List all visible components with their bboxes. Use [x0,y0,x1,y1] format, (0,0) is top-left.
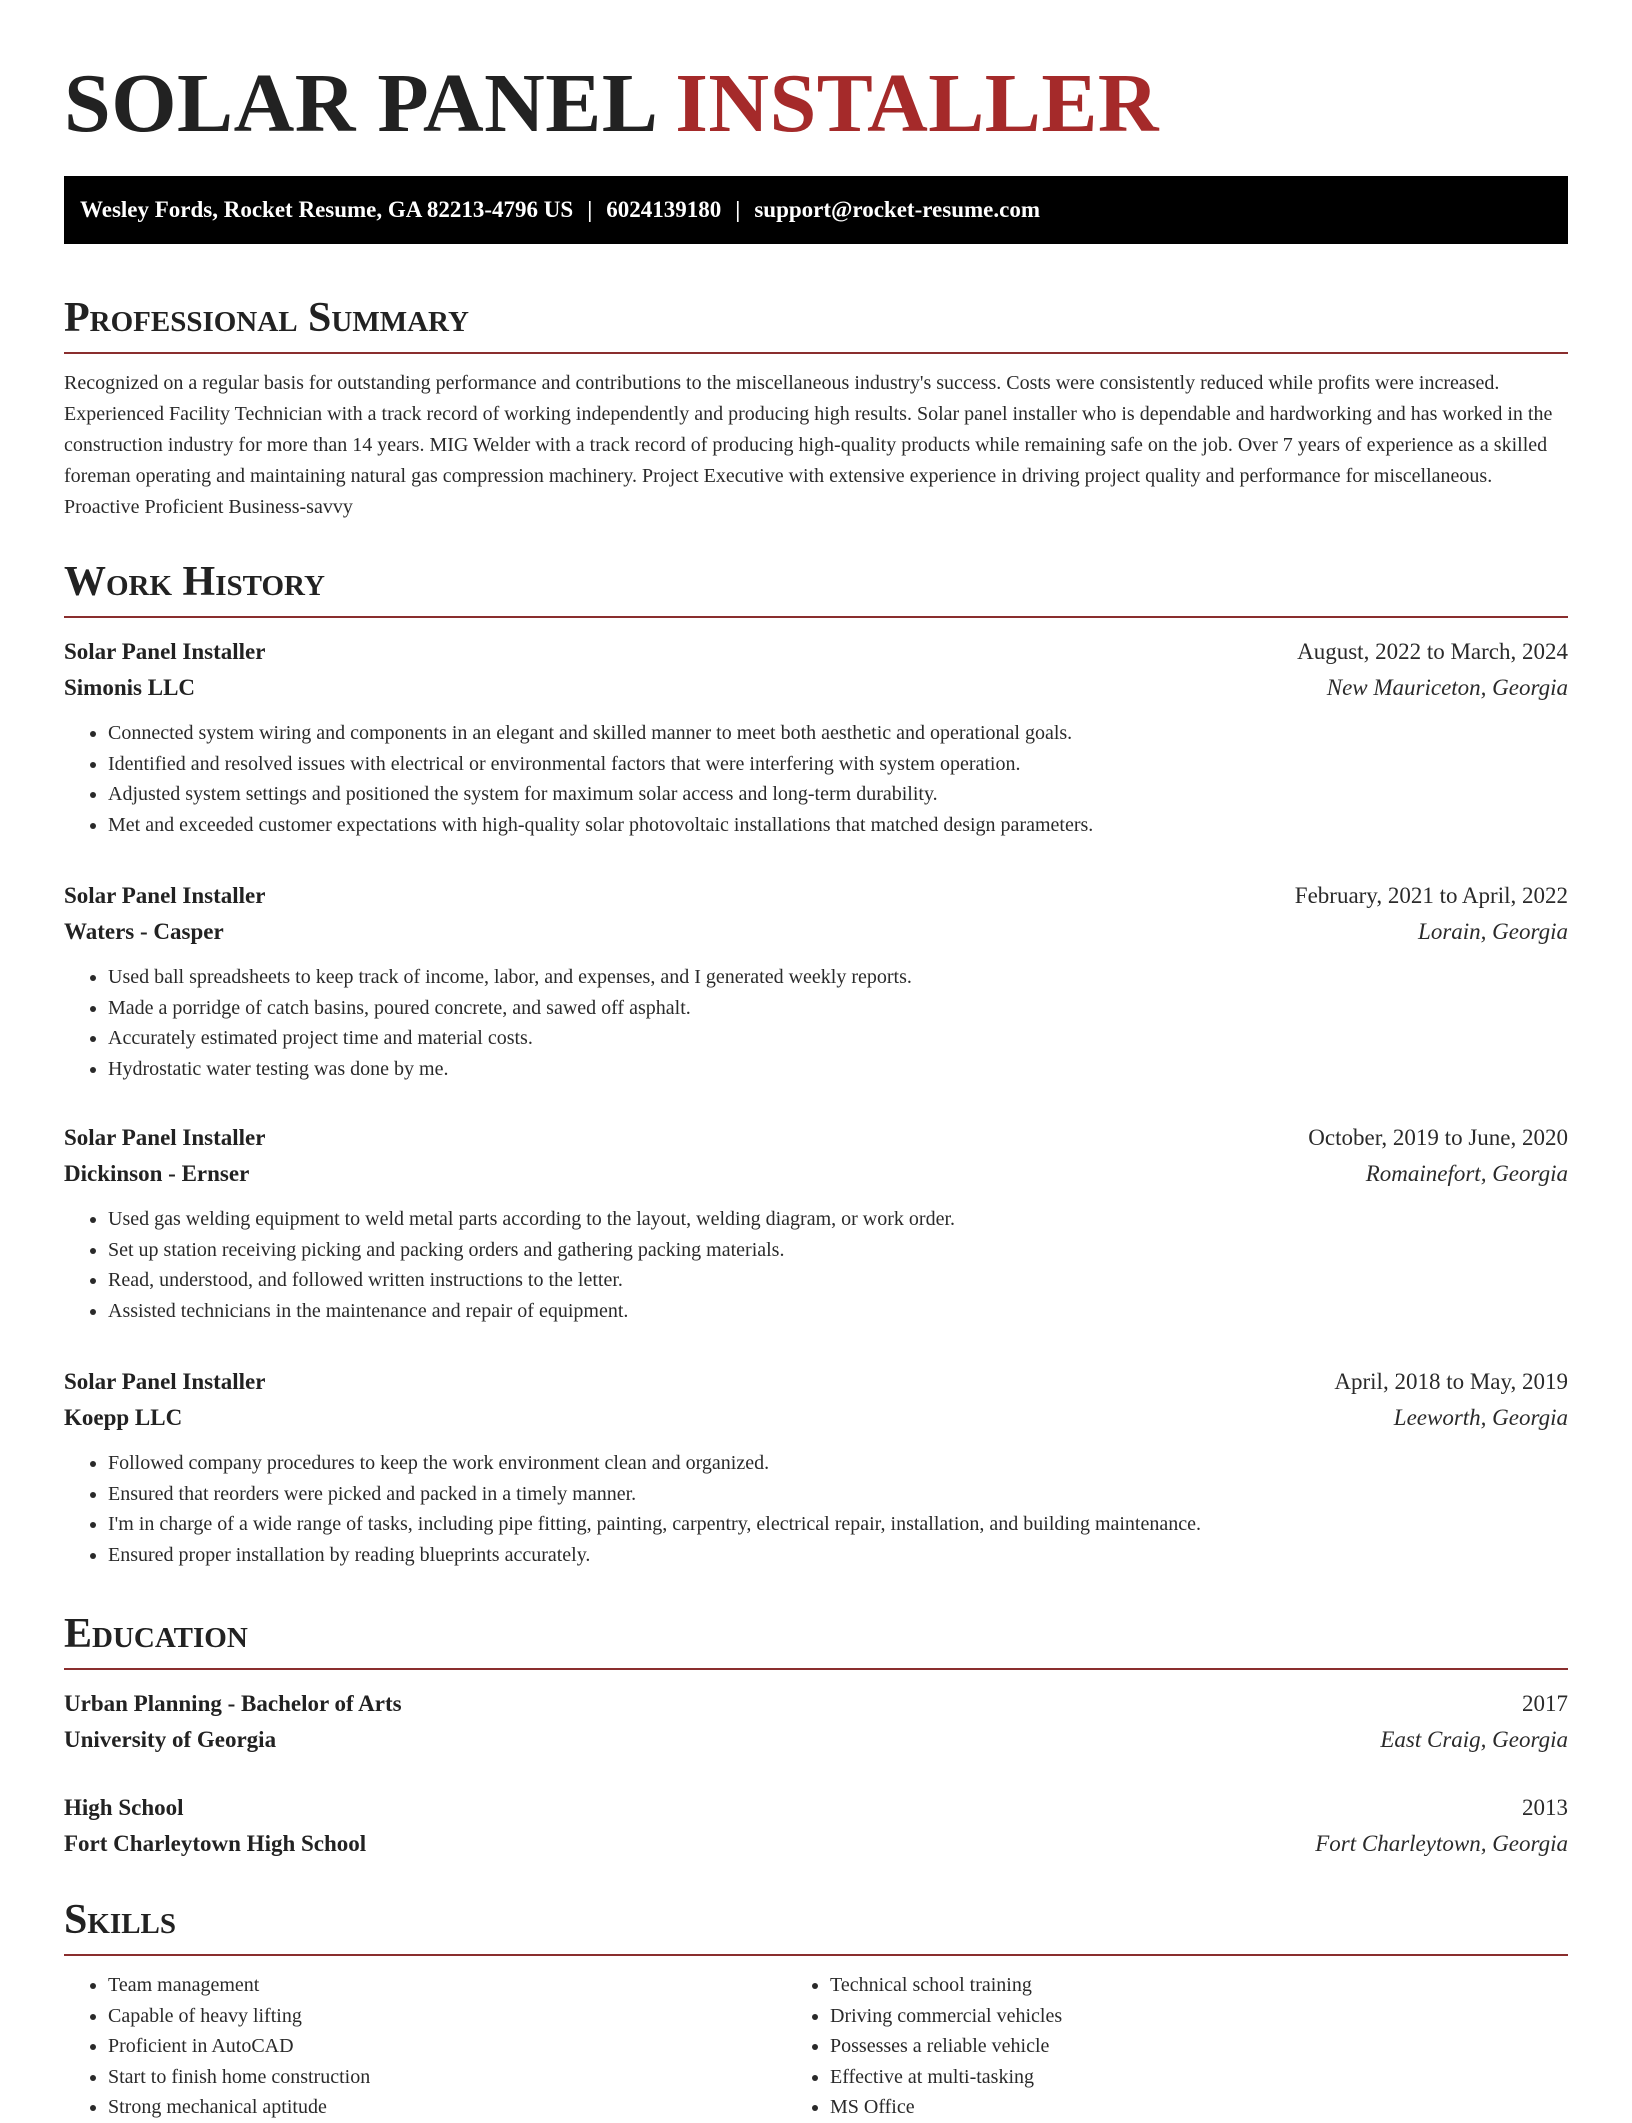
job-entry [64,878,1568,1084]
resume-title [64,56,1159,152]
job-entry [64,1120,1568,1326]
skills-section [64,1892,1568,2123]
list-item: • Used ball spreadsheets to keep track of income, labor, and expenses, and I generated weekly reports. [108,962,1568,993]
skills-list-right [760,1970,1568,2123]
job-title: Solar Panel Installer [64,1125,266,1150]
job-dates: August, 2022 to March, 2024 [1297,639,1568,664]
list-item: • Met and exceeded customer expectations with high-quality solar photovoltaic installations that matched design parameters. [108,810,1568,841]
job-dates: February, 2021 to April, 2022 [1294,883,1568,908]
education-degree: High School [64,1795,184,1820]
job-bullets [64,1448,1568,1570]
contact-address: Wesley Fords, Rocket Resume, GA 82213-4796 US [80,197,574,222]
work-section [64,554,1568,618]
list-item: • Ensured that reorders were picked and packed in a timely manner. [108,1479,1568,1510]
job-location: New Mauriceton, Georgia [1326,675,1568,700]
job-dates: April, 2018 to May, 2019 [1334,1369,1568,1394]
title-part-1: SOLAR PANEL [64,57,654,150]
job-company: Dickinson - Ernser [64,1161,250,1186]
skill-item: • Proficient in AutoCAD [108,2031,760,2062]
skill-item: • Driving commercial vehicles [830,2001,1568,2032]
education-school: Fort Charleytown High School [64,1831,367,1856]
list-item: • Followed company procedures to keep the work environment clean and organized. [108,1448,1568,1479]
job-title: Solar Panel Installer [64,1369,266,1394]
education-school: University of Georgia [64,1727,277,1752]
section-title: Professional Summary [64,295,469,341]
list-item: • I'm in charge of a wide range of tasks, including pipe fitting, painting, carpentry, electrical repair, installation, and building maintenance. [108,1509,1568,1540]
section-header [64,290,1568,354]
job-title: Solar Panel Installer [64,639,266,664]
education-year: 2013 [1522,1795,1568,1820]
job-company: Koepp LLC [64,1405,183,1430]
section-title: Work History [64,559,325,605]
title-part-2: INSTALLER [675,57,1160,150]
job-bullets [64,718,1568,840]
contact-bar [64,176,1568,244]
education-entry [64,1686,1568,1758]
list-item: • Used gas welding equipment to weld metal parts according to the layout, welding diagram, or work order. [108,1204,1568,1235]
job-company: Simonis LLC [64,675,196,700]
skills-list-left [64,1970,760,2123]
contact-separator: | [587,197,593,222]
job-title-row [64,878,1568,914]
list-item: • Read, understood, and followed written instructions to the letter. [108,1265,1568,1296]
job-bullets [64,1204,1568,1326]
list-item: • Ensured proper installation by reading blueprints accurately. [108,1540,1568,1571]
job-dates: October, 2019 to June, 2020 [1308,1125,1568,1150]
skill-item: • Technical school training [830,1970,1568,2001]
list-item: • Accurately estimated project time and material costs. [108,1023,1568,1054]
job-title-row [64,1364,1568,1400]
list-item: • Hydrostatic water testing was done by me. [108,1054,1568,1085]
skill-item: • Capable of heavy lifting [108,2001,760,2032]
education-degree: Urban Planning - Bachelor of Arts [64,1691,402,1716]
education-location: Fort Charleytown, Georgia [1315,1831,1568,1856]
skill-item: • MS Office [830,2092,1568,2123]
job-title-row [64,634,1568,670]
education-school-row [64,1826,1568,1862]
contact-separator: | [735,197,741,222]
job-location: Lorain, Georgia [1418,919,1568,944]
job-location: Leeworth, Georgia [1393,1405,1568,1430]
section-title: Education [64,1611,248,1657]
skill-item: • Strong mechanical aptitude [108,2092,760,2123]
list-item: • Set up station receiving picking and packing orders and gathering packing materials. [108,1235,1568,1266]
job-bullets [64,962,1568,1084]
skills-columns [64,1970,1568,2123]
education-section [64,1606,1568,1670]
education-location: East Craig, Georgia [1380,1727,1568,1752]
job-location: Romainefort, Georgia [1365,1161,1568,1186]
job-company-row [64,914,1568,950]
job-company-row [64,670,1568,706]
section-title: Skills [64,1897,177,1943]
education-degree-row [64,1790,1568,1826]
education-year: 2017 [1522,1691,1568,1716]
job-title-row [64,1120,1568,1156]
job-company: Waters - Casper [64,919,224,944]
list-item: • Identified and resolved issues with electrical or environmental factors that were interfering with system operation. [108,749,1568,780]
job-entry [64,1364,1568,1570]
job-title: Solar Panel Installer [64,883,266,908]
skill-item: • Team management [108,1970,760,2001]
list-item: • Made a porridge of catch basins, poured concrete, and sawed off asphalt. [108,993,1568,1024]
skill-item: • Effective at multi-tasking [830,2062,1568,2093]
job-company-row [64,1400,1568,1436]
summary-section [64,290,1568,523]
summary-text: Recognized on a regular basis for outstanding performance and contributions to the miscellaneous industry's success. Costs were consistently reduced while profits were increased. Experienced Facility Technician with a track record of working independently and producing high results. Solar panel installer who is dependable and hardworking and has worked in the construction industry for more than 14 years. MIG Welder with a track record of producing high-quality products while remaining safe on the job. Over 7 years of experience as a skilled foreman operating and maintaining natural gas compression machinery. Project Executive with extensive experience in driving project quality and performance for miscellaneous. Proactive Proficient Business-savvy [64,372,1553,518]
section-header [64,554,1568,618]
skill-item: • Possesses a reliable vehicle [830,2031,1568,2062]
list-item: • Adjusted system settings and positioned the system for maximum solar access and long-term durability. [108,779,1568,810]
section-header [64,1606,1568,1670]
contact-email: support@rocket-resume.com [754,197,1040,222]
job-company-row [64,1156,1568,1192]
list-item: • Assisted technicians in the maintenance and repair of equipment. [108,1296,1568,1327]
education-degree-row [64,1686,1568,1722]
education-school-row [64,1722,1568,1758]
education-entry [64,1790,1568,1862]
contact-phone: 6024139180 [606,197,722,222]
skill-item: • Start to finish home construction [108,2062,760,2093]
section-header [64,1892,1568,1956]
job-entry [64,634,1568,840]
list-item: • Connected system wiring and components in an elegant and skilled manner to meet both aesthetic and operational goals. [108,718,1568,749]
